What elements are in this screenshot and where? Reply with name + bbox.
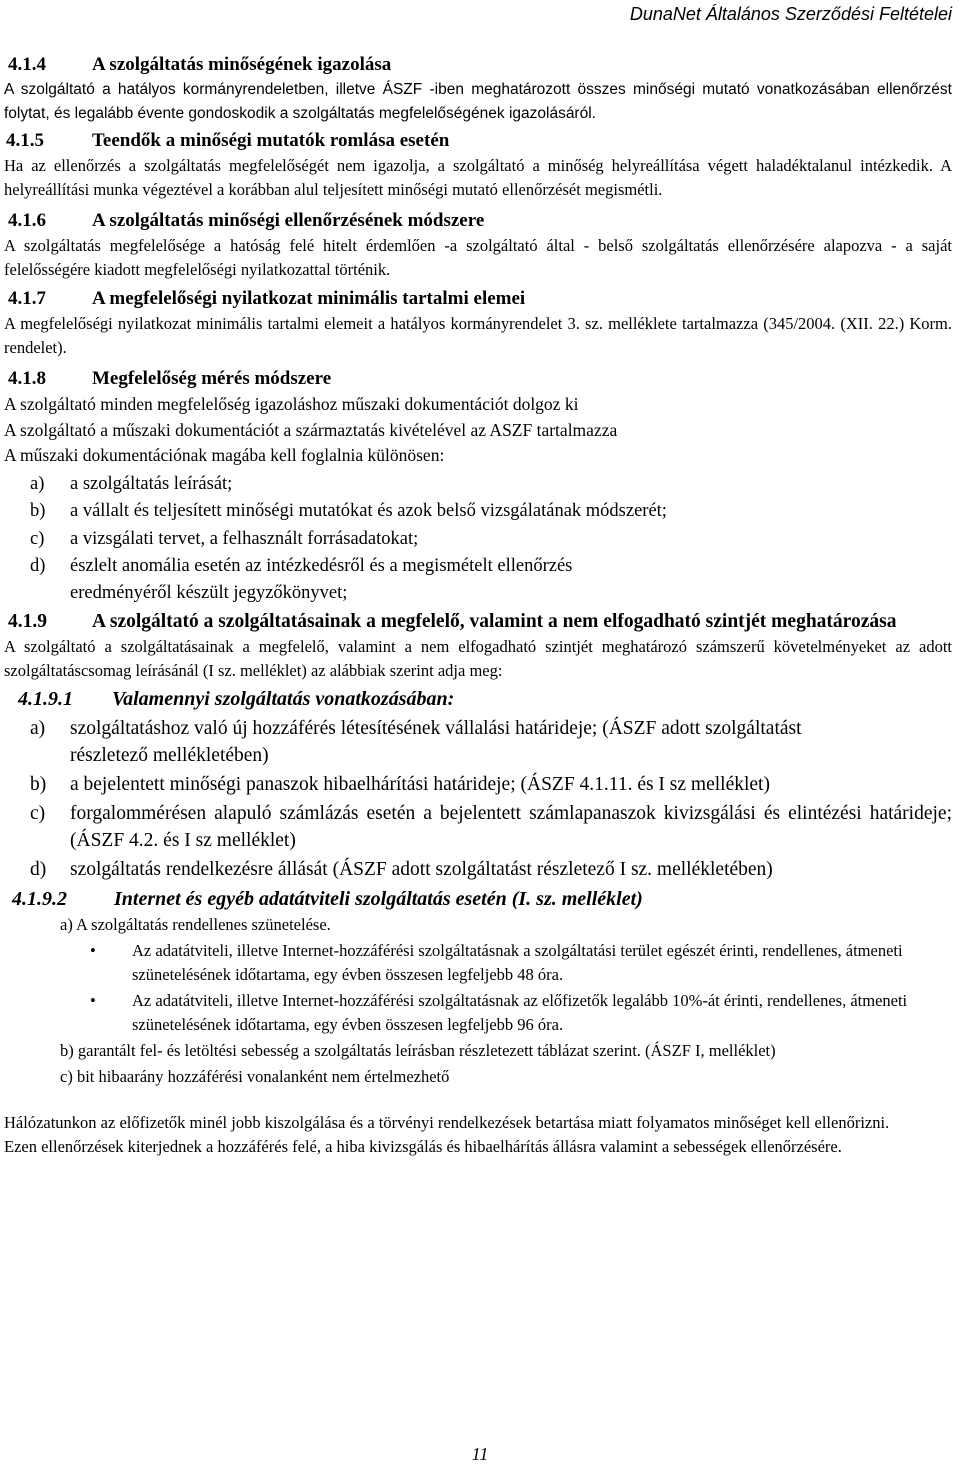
section-number: 4.1.5 xyxy=(6,130,44,151)
section-title: Valamennyi szolgáltatás vonatkozásában: xyxy=(112,688,455,710)
list-letter: b) xyxy=(30,501,46,521)
sub-item-a: a) A szolgáltatás rendellenes szünetelése. xyxy=(60,915,331,934)
section-number: 4.1.7 xyxy=(8,288,46,309)
bullet-list xyxy=(4,939,952,1037)
list-letter: b) xyxy=(30,774,47,795)
section-number: 4.1.9.1 xyxy=(18,688,73,710)
section-heading-4-1-9 xyxy=(4,608,952,635)
section-heading-4-1-5 xyxy=(4,128,952,154)
section-number: 4.1.9.2 xyxy=(12,888,67,910)
section-title: Teendők a minőségi mutatók romlása esetén xyxy=(92,130,450,151)
section-line: A szolgáltató a műszaki dokumentációt a származtatás kivételével az ASZF tartalmazza xyxy=(4,419,618,440)
section-number: 4.1.9 xyxy=(8,611,47,632)
sub-item-c: c) bit hibaarány hozzáférési vonalanként nem értelmezhető xyxy=(60,1067,450,1086)
section-heading-4-1-9-2 xyxy=(4,885,952,913)
sub-item-b: b) garantált fel- és letöltési sebesség a szolgáltatás leírásban részletezett táblázat szerint. (ÁSZF I, melléklet) xyxy=(60,1041,776,1060)
list-item xyxy=(30,715,952,769)
list-text: forgalommérésen alapuló számlázás esetén a bejelentett számlapanaszok kivizsgálási és elintézési határideje; (ÁSZF 4.2. és I sz melléklet) xyxy=(70,803,952,851)
list-text: a vállalt és teljesített minőségi mutatókat és azok belső vizsgálatának módszerét; xyxy=(70,501,667,521)
section-body-4-1-5: Ha az ellenőrzés a szolgáltatás megfelelőségét nem igazolja, a szolgáltató a minőség helyreállítása végett haladéktalanul intézkedik. A helyreállítási munka végeztével a korábban alul teljesített minőségi mutató ellenőrzését megismétli. xyxy=(4,156,952,199)
bullet-icon: • xyxy=(90,941,96,960)
list-letter: c) xyxy=(30,803,46,824)
list-item xyxy=(30,771,952,798)
bullet-item xyxy=(86,989,952,1037)
section-heading-4-1-8 xyxy=(4,366,952,392)
section-body-4-1-9: A szolgáltató a szolgáltatásainak a megfelelő, valamint a nem elfogadható szintjét meghatározó számszerű követelményeket az adott szolgáltatáscsomag leírásánál (I sz. melléklet) az alábbiak szerint adja meg: xyxy=(4,637,952,680)
list-item xyxy=(30,526,952,553)
list-letter: c) xyxy=(30,528,45,549)
list-letter: a) xyxy=(30,473,45,494)
section-body-4-1-6: A szolgáltatás megfelelősége a hatóság felé hitelt érdemlően -a szolgáltató által - belső szolgáltatás ellenőrzésére alapozva - a saját felelősségére kiadott megfelelőségi nyilatkozattal történik. xyxy=(4,236,952,279)
list-text: a vizsgálati tervet, a felhasznált forrásadatokat; xyxy=(70,528,419,549)
list-item xyxy=(30,800,952,854)
list-item xyxy=(30,856,952,883)
section-title: Megfelelőség mérés módszere xyxy=(92,368,332,389)
list-letter: a) xyxy=(30,718,46,739)
section-heading-4-1-7 xyxy=(4,286,952,312)
section-title: A szolgáltatás minőségének igazolása xyxy=(92,54,392,75)
section-body-4-1-4: A szolgáltató a hatályos kormányrendeletben, illetve ÁSZF -iben meghatározott összes minőségi mutató vonatkozásában ellenőrzést folytat, és legalább évente gondoskodik a szolgáltatás megfelelőségének igazolásáról. xyxy=(4,81,952,122)
section-line: A műszaki dokumentációnak magába kell foglalnia különösen: xyxy=(4,445,445,465)
bullet-item xyxy=(86,939,952,987)
list-letter: d) xyxy=(30,556,46,576)
section-number: 4.1.8 xyxy=(8,368,46,389)
bullet-text: Az adatátviteli, illetve Internet-hozzáférési szolgáltatásnak az előfizetők legalább 10%-át érinti, rendellenes, átmeneti szünetelésének időtartama, egy évben összesen legfeljebb 96 óra. xyxy=(132,991,908,1034)
section-title: A szolgáltatás minőségi ellenőrzésének módszere xyxy=(92,210,485,231)
list-text: szolgáltatás rendelkezésre állását (ÁSZF adott szolgáltatást részletező I sz. mellékletében) xyxy=(70,859,773,880)
bullet-icon: • xyxy=(90,991,96,1010)
section-heading-4-1-4 xyxy=(4,52,952,78)
lettered-list-4-1-8 xyxy=(4,471,952,607)
section-title: A megfelelőségi nyilatkozat minimális tartalmi elemei xyxy=(92,288,526,309)
section-body-4-1-7: A megfelelőségi nyilatkozat minimális tartalmi elemeit a hatályos kormányrendelet 3. sz. melléklete tartalmazza (345/2004. (XII. 22.) Korm. rendelet). xyxy=(4,314,952,357)
page-number: 11 xyxy=(471,1444,489,1464)
section-heading-4-1-9-1 xyxy=(4,685,952,713)
document-body xyxy=(4,52,952,1159)
document-header: DunaNet Általános Szerződési Feltételei xyxy=(629,4,952,24)
closing-paragraph-2: Ezen ellenőrzések kiterjednek a hozzáférés felé, a hiba kivizsgálás és hibaelhárítás állásra valamint a sebességek ellenőrzésére. xyxy=(4,1137,842,1156)
section-title: A szolgáltató a szolgáltatásainak a megfelelő, valamint a nem elfogadható szintjét meghatározása xyxy=(92,611,897,632)
section-line: A szolgáltató minden megfelelőség igazoláshoz műszaki dokumentációt dolgoz ki xyxy=(4,394,579,414)
section-number: 4.1.6 xyxy=(8,210,46,231)
bullet-text: Az adatátviteli, illetve Internet-hozzáférési szolgáltatásnak a szolgáltatási terület egészét érinti, rendellenes, átmeneti szünetelésének időtartama, egy évben összesen legfeljebb 48 óra. xyxy=(132,941,903,984)
list-item xyxy=(30,498,952,525)
section-title: Internet és egyéb adatátviteli szolgáltatás esetén (I. sz. melléklet) xyxy=(114,888,643,910)
list-text: a bejelentett minőségi panaszok hibaelhárítási határideje; (ÁSZF 4.1.11. és I sz melléklet) xyxy=(70,774,770,795)
list-text: a szolgáltatás leírását; xyxy=(70,473,233,494)
section-heading-4-1-6 xyxy=(4,208,952,234)
list-text: észlelt anomália esetén az intézkedésről és a megismételt ellenőrzés eredményéről készült jegyzőkönyvet; xyxy=(70,556,573,603)
lettered-list-4-1-9-1 xyxy=(4,715,952,883)
list-item xyxy=(30,553,952,606)
section-number: 4.1.4 xyxy=(8,54,46,75)
list-text: szolgáltatáshoz való új hozzáférés létesítésének vállalási határideje; (ÁSZF adott szolgáltatást részletező mellékletében) xyxy=(70,718,802,766)
list-letter: d) xyxy=(30,859,47,880)
list-item xyxy=(30,471,952,498)
closing-paragraph-1: Hálózatunkon az előfizetők minél jobb kiszolgálása és a törvényi rendelkezések betartása miatt folyamatos minőséget kell ellenőrizni. xyxy=(4,1113,890,1132)
